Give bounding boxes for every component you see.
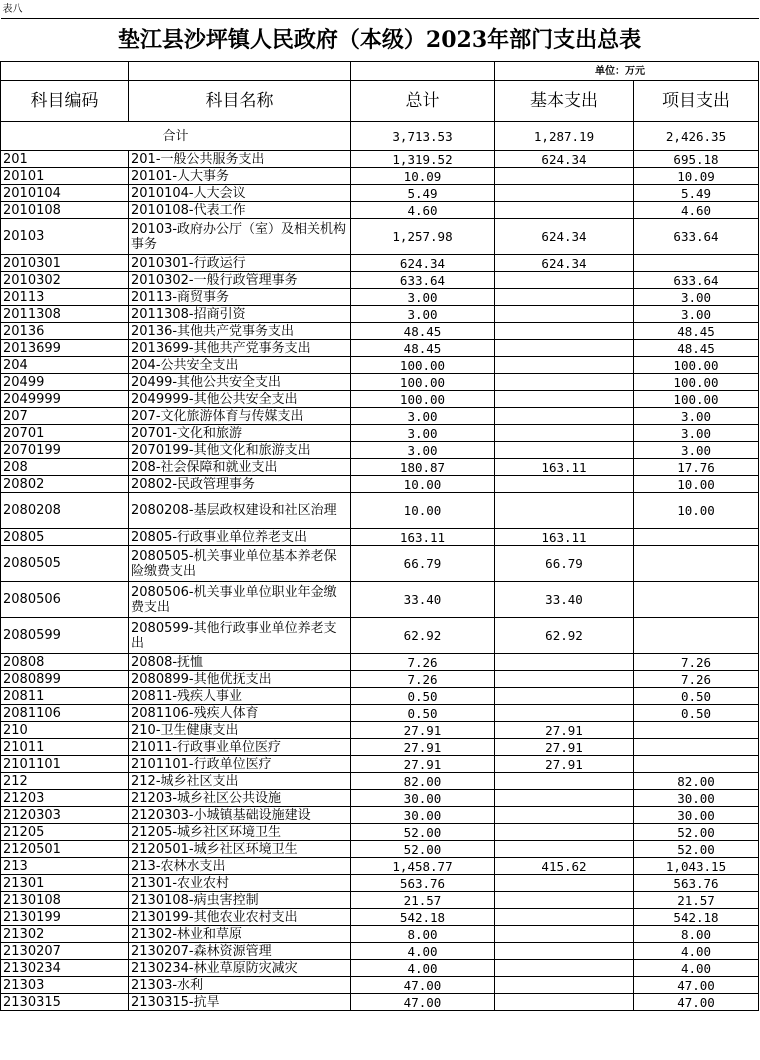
row-total: 48.45 [351, 323, 495, 340]
table-row [1, 219, 759, 255]
row-project: 563.76 [634, 875, 759, 892]
row-name: 2010104-人大会议 [129, 185, 351, 202]
row-code: 21203 [1, 790, 129, 807]
row-total: 5.49 [351, 185, 495, 202]
row-name: 2130108-病虫害控制 [129, 892, 351, 909]
row-project: 48.45 [634, 340, 759, 357]
row-code: 2080505 [1, 546, 129, 582]
row-total: 1,319.52 [351, 151, 495, 168]
row-project: 30.00 [634, 807, 759, 824]
row-total: 4.60 [351, 202, 495, 219]
total-label: 合计 [1, 122, 351, 151]
row-basic [495, 391, 634, 408]
table-row [1, 807, 759, 824]
row-code: 2080899 [1, 671, 129, 688]
row-total: 1,458.77 [351, 858, 495, 875]
row-total: 10.09 [351, 168, 495, 185]
header-row [1, 81, 759, 122]
row-code: 204 [1, 357, 129, 374]
page-title: 垫江县沙坪镇人民政府（本级）2023年部门支出总表 [1, 19, 759, 62]
row-code: 20101 [1, 168, 129, 185]
row-total: 3.00 [351, 289, 495, 306]
row-name: 210-卫生健康支出 [129, 722, 351, 739]
row-basic: 27.91 [495, 722, 634, 739]
row-name: 2130315-抗旱 [129, 994, 351, 1011]
table-row [1, 289, 759, 306]
row-code: 208 [1, 459, 129, 476]
table-row [1, 654, 759, 671]
row-basic: 66.79 [495, 546, 634, 582]
row-project: 3.00 [634, 425, 759, 442]
unit-blank [351, 62, 495, 81]
table-row [1, 994, 759, 1011]
row-basic [495, 493, 634, 529]
row-project [634, 582, 759, 618]
row-basic [495, 408, 634, 425]
row-project: 100.00 [634, 374, 759, 391]
row-project: 4.00 [634, 943, 759, 960]
table-row [1, 943, 759, 960]
row-project: 48.45 [634, 323, 759, 340]
table-row [1, 790, 759, 807]
row-project: 17.76 [634, 459, 759, 476]
row-project [634, 546, 759, 582]
table-row [1, 926, 759, 943]
row-name: 201-一般公共服务支出 [129, 151, 351, 168]
row-project: 633.64 [634, 219, 759, 255]
row-basic [495, 943, 634, 960]
row-name: 20811-残疾人事业 [129, 688, 351, 705]
row-name: 20103-政府办公厅（室）及相关机构事务 [129, 219, 351, 255]
row-name: 20113-商贸事务 [129, 289, 351, 306]
table-row [1, 202, 759, 219]
unit-blank [129, 62, 351, 81]
row-basic [495, 289, 634, 306]
row-total: 27.91 [351, 756, 495, 773]
table-row [1, 306, 759, 323]
table-row [1, 841, 759, 858]
table-tag: 表八 [2, 3, 23, 15]
table-row [1, 671, 759, 688]
row-total: 47.00 [351, 977, 495, 994]
row-name: 2080899-其他优抚支出 [129, 671, 351, 688]
row-code: 2010301 [1, 255, 129, 272]
row-basic: 415.62 [495, 858, 634, 875]
table-row [1, 255, 759, 272]
row-total: 62.92 [351, 618, 495, 654]
row-basic: 163.11 [495, 459, 634, 476]
row-total: 542.18 [351, 909, 495, 926]
row-total: 3.00 [351, 306, 495, 323]
row-basic [495, 773, 634, 790]
row-name: 21205-城乡社区环境卫生 [129, 824, 351, 841]
row-project: 52.00 [634, 824, 759, 841]
row-project: 633.64 [634, 272, 759, 289]
row-basic [495, 272, 634, 289]
row-total: 7.26 [351, 671, 495, 688]
row-project [634, 739, 759, 756]
row-basic: 33.40 [495, 582, 634, 618]
header-project: 项目支出 [634, 81, 759, 122]
row-code: 2101101 [1, 756, 129, 773]
row-total: 33.40 [351, 582, 495, 618]
table-row [1, 722, 759, 739]
table-row [1, 476, 759, 493]
row-project: 542.18 [634, 909, 759, 926]
table-row [1, 185, 759, 202]
row-total: 0.50 [351, 705, 495, 722]
table-row [1, 756, 759, 773]
row-code: 212 [1, 773, 129, 790]
row-total: 30.00 [351, 807, 495, 824]
row-total: 27.91 [351, 722, 495, 739]
row-project: 30.00 [634, 790, 759, 807]
row-total: 10.00 [351, 476, 495, 493]
row-project: 47.00 [634, 977, 759, 994]
table-row [1, 773, 759, 790]
row-basic [495, 688, 634, 705]
row-total: 52.00 [351, 824, 495, 841]
row-name: 2081106-残疾人体育 [129, 705, 351, 722]
table-row [1, 442, 759, 459]
table-row [1, 892, 759, 909]
table-row [1, 357, 759, 374]
header-basic: 基本支出 [495, 81, 634, 122]
row-code: 2011308 [1, 306, 129, 323]
row-total: 30.00 [351, 790, 495, 807]
row-project [634, 722, 759, 739]
row-code: 2130108 [1, 892, 129, 909]
row-basic [495, 807, 634, 824]
row-code: 20136 [1, 323, 129, 340]
table-row [1, 323, 759, 340]
row-name: 2080506-机关事业单位职业年金缴费支出 [129, 582, 351, 618]
row-code: 2080208 [1, 493, 129, 529]
table-row [1, 705, 759, 722]
row-code: 20802 [1, 476, 129, 493]
row-code: 20113 [1, 289, 129, 306]
row-basic: 163.11 [495, 529, 634, 546]
row-project: 3.00 [634, 408, 759, 425]
row-total: 4.00 [351, 960, 495, 977]
header-name: 科目名称 [129, 81, 351, 122]
row-code: 21302 [1, 926, 129, 943]
table-row [1, 272, 759, 289]
table-row [1, 688, 759, 705]
row-total: 563.76 [351, 875, 495, 892]
row-project: 1,043.15 [634, 858, 759, 875]
row-total: 52.00 [351, 841, 495, 858]
table-row [1, 824, 759, 841]
row-basic [495, 306, 634, 323]
row-code: 2130207 [1, 943, 129, 960]
table-row [1, 875, 759, 892]
row-total: 633.64 [351, 272, 495, 289]
row-project: 82.00 [634, 773, 759, 790]
row-basic [495, 892, 634, 909]
row-basic: 62.92 [495, 618, 634, 654]
row-name: 2130207-森林资源管理 [129, 943, 351, 960]
table-row [1, 582, 759, 618]
table-row [1, 909, 759, 926]
row-total: 82.00 [351, 773, 495, 790]
row-name: 2011308-招商引资 [129, 306, 351, 323]
row-code: 213 [1, 858, 129, 875]
row-code: 207 [1, 408, 129, 425]
row-name: 2010108-代表工作 [129, 202, 351, 219]
row-basic [495, 185, 634, 202]
row-total: 3.00 [351, 408, 495, 425]
row-total: 8.00 [351, 926, 495, 943]
header-total: 总计 [351, 81, 495, 122]
row-project: 52.00 [634, 841, 759, 858]
table-row [1, 977, 759, 994]
row-code: 2081106 [1, 705, 129, 722]
row-code: 21301 [1, 875, 129, 892]
row-name: 2080599-其他行政事业单位养老支出 [129, 618, 351, 654]
table-row [1, 960, 759, 977]
row-name: 21303-水利 [129, 977, 351, 994]
row-code: 21011 [1, 739, 129, 756]
table-row [1, 493, 759, 529]
row-name: 2049999-其他公共安全支出 [129, 391, 351, 408]
row-code: 2070199 [1, 442, 129, 459]
row-name: 2010302-一般行政管理事务 [129, 272, 351, 289]
row-basic [495, 960, 634, 977]
row-name: 20101-人大事务 [129, 168, 351, 185]
table-row [1, 459, 759, 476]
row-code: 20808 [1, 654, 129, 671]
row-total: 0.50 [351, 688, 495, 705]
row-basic: 624.34 [495, 255, 634, 272]
row-code: 2130234 [1, 960, 129, 977]
row-basic [495, 654, 634, 671]
total-row [1, 122, 759, 151]
row-basic [495, 476, 634, 493]
row-name: 207-文化旅游体育与传媒支出 [129, 408, 351, 425]
row-basic [495, 323, 634, 340]
row-code: 2120501 [1, 841, 129, 858]
row-basic [495, 841, 634, 858]
row-code: 2010108 [1, 202, 129, 219]
row-project [634, 529, 759, 546]
row-project: 4.00 [634, 960, 759, 977]
row-total: 10.00 [351, 493, 495, 529]
total-total: 3,713.53 [351, 122, 495, 151]
row-basic [495, 374, 634, 391]
row-project [634, 756, 759, 773]
table-row [1, 858, 759, 875]
row-code: 21303 [1, 977, 129, 994]
row-code: 2130199 [1, 909, 129, 926]
table-row [1, 529, 759, 546]
table-row [1, 408, 759, 425]
row-total: 624.34 [351, 255, 495, 272]
row-code: 20811 [1, 688, 129, 705]
row-project: 0.50 [634, 688, 759, 705]
row-name: 20808-抚恤 [129, 654, 351, 671]
row-basic [495, 909, 634, 926]
table-row [1, 391, 759, 408]
row-project [634, 255, 759, 272]
row-name: 20805-行政事业单位养老支出 [129, 529, 351, 546]
row-name: 204-公共安全支出 [129, 357, 351, 374]
row-basic: 27.91 [495, 756, 634, 773]
row-code: 210 [1, 722, 129, 739]
row-total: 163.11 [351, 529, 495, 546]
row-name: 20136-其他共产党事务支出 [129, 323, 351, 340]
table-row [1, 546, 759, 582]
row-project: 10.09 [634, 168, 759, 185]
row-basic [495, 671, 634, 688]
row-name: 208-社会保障和就业支出 [129, 459, 351, 476]
table-row [1, 340, 759, 357]
row-code: 2049999 [1, 391, 129, 408]
total-basic: 1,287.19 [495, 122, 634, 151]
table-row [1, 374, 759, 391]
row-name: 2130234-林业草原防灾减灾 [129, 960, 351, 977]
row-code: 20701 [1, 425, 129, 442]
row-code: 20103 [1, 219, 129, 255]
row-code: 2010302 [1, 272, 129, 289]
row-name: 2070199-其他文化和旅游支出 [129, 442, 351, 459]
row-project: 3.00 [634, 306, 759, 323]
row-project: 695.18 [634, 151, 759, 168]
row-total: 100.00 [351, 357, 495, 374]
row-code: 2080599 [1, 618, 129, 654]
row-name: 20802-民政管理事务 [129, 476, 351, 493]
row-basic: 27.91 [495, 739, 634, 756]
row-project: 8.00 [634, 926, 759, 943]
unit-label: 单位：万元 [495, 62, 759, 81]
row-project [634, 618, 759, 654]
row-basic [495, 357, 634, 374]
row-basic [495, 442, 634, 459]
row-project: 0.50 [634, 705, 759, 722]
row-project: 7.26 [634, 654, 759, 671]
row-name: 2130199-其他农业农村支出 [129, 909, 351, 926]
row-project: 10.00 [634, 493, 759, 529]
table-row [1, 739, 759, 756]
row-basic: 624.34 [495, 219, 634, 255]
row-name: 21301-农业农村 [129, 875, 351, 892]
row-project: 3.00 [634, 289, 759, 306]
table-row [1, 151, 759, 168]
row-total: 180.87 [351, 459, 495, 476]
row-code: 2013699 [1, 340, 129, 357]
table-row [1, 425, 759, 442]
row-code: 2080506 [1, 582, 129, 618]
row-name: 2010301-行政运行 [129, 255, 351, 272]
row-basic [495, 425, 634, 442]
row-project: 21.57 [634, 892, 759, 909]
row-total: 3.00 [351, 425, 495, 442]
row-project: 3.00 [634, 442, 759, 459]
total-project: 2,426.35 [634, 122, 759, 151]
row-name: 21011-行政事业单位医疗 [129, 739, 351, 756]
row-total: 66.79 [351, 546, 495, 582]
row-total: 47.00 [351, 994, 495, 1011]
row-name: 2013699-其他共产党事务支出 [129, 340, 351, 357]
row-total: 100.00 [351, 374, 495, 391]
row-total: 3.00 [351, 442, 495, 459]
row-total: 7.26 [351, 654, 495, 671]
row-basic [495, 824, 634, 841]
row-name: 212-城乡社区支出 [129, 773, 351, 790]
row-code: 20805 [1, 529, 129, 546]
row-name: 2080505-机关事业单位基本养老保险缴费支出 [129, 546, 351, 582]
row-code: 2010104 [1, 185, 129, 202]
row-project: 4.60 [634, 202, 759, 219]
row-code: 201 [1, 151, 129, 168]
row-basic [495, 875, 634, 892]
row-total: 48.45 [351, 340, 495, 357]
row-code: 20499 [1, 374, 129, 391]
row-basic [495, 926, 634, 943]
row-project: 47.00 [634, 994, 759, 1011]
row-total: 1,257.98 [351, 219, 495, 255]
row-name: 20701-文化和旅游 [129, 425, 351, 442]
row-name: 21302-林业和草原 [129, 926, 351, 943]
row-project: 100.00 [634, 357, 759, 374]
unit-blank [1, 62, 129, 81]
row-project: 5.49 [634, 185, 759, 202]
row-basic [495, 705, 634, 722]
row-code: 2120303 [1, 807, 129, 824]
row-basic [495, 790, 634, 807]
row-basic [495, 977, 634, 994]
row-name: 21203-城乡社区公共设施 [129, 790, 351, 807]
row-total: 4.00 [351, 943, 495, 960]
row-basic: 624.34 [495, 151, 634, 168]
row-name: 2080208-基层政权建设和社区治理 [129, 493, 351, 529]
row-name: 213-农林水支出 [129, 858, 351, 875]
row-project: 10.00 [634, 476, 759, 493]
table-row [1, 618, 759, 654]
row-total: 21.57 [351, 892, 495, 909]
row-code: 21205 [1, 824, 129, 841]
row-name: 20499-其他公共安全支出 [129, 374, 351, 391]
row-basic [495, 340, 634, 357]
row-basic [495, 168, 634, 185]
row-name: 2120303-小城镇基础设施建设 [129, 807, 351, 824]
row-project: 100.00 [634, 391, 759, 408]
header-code: 科目编码 [1, 81, 129, 122]
row-total: 100.00 [351, 391, 495, 408]
row-project: 7.26 [634, 671, 759, 688]
row-code: 2130315 [1, 994, 129, 1011]
row-name: 2101101-行政单位医疗 [129, 756, 351, 773]
row-basic [495, 994, 634, 1011]
row-name: 2120501-城乡社区环境卫生 [129, 841, 351, 858]
row-total: 27.91 [351, 739, 495, 756]
row-basic [495, 202, 634, 219]
table-row [1, 168, 759, 185]
